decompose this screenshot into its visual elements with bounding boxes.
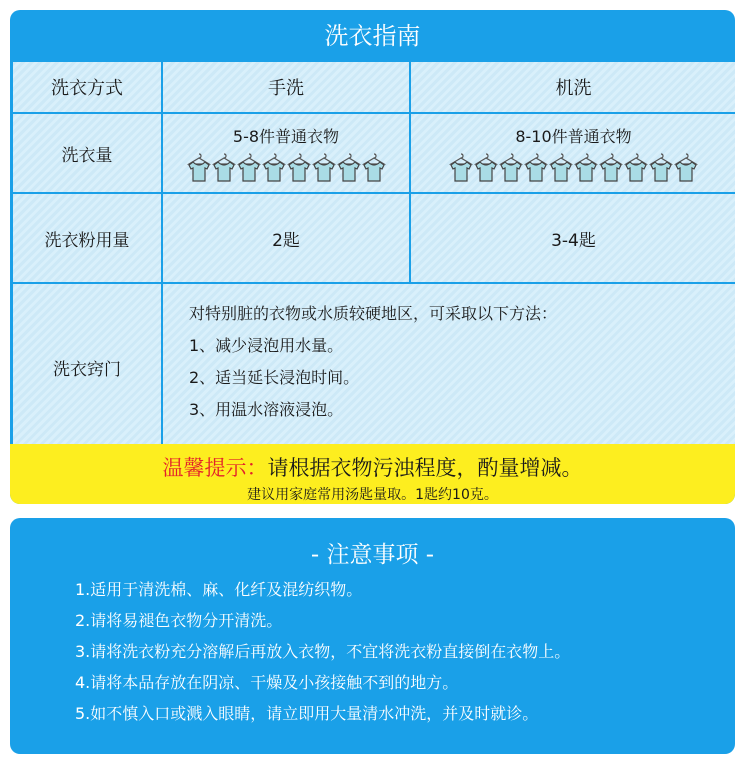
shirt-on-hanger-icon	[524, 153, 548, 183]
tips-intro: 对特别脏的衣物或水质较硬地区，可采取以下方法：	[189, 304, 558, 323]
shirt-on-hanger-icon	[624, 153, 648, 183]
guide-title: 洗衣指南	[324, 22, 421, 50]
machine-wash-amount	[411, 114, 735, 192]
washing-tips	[163, 284, 735, 450]
shirt-on-hanger-icon	[337, 153, 361, 183]
precautions-title: - 注意事项 -	[310, 542, 435, 568]
tip-item: 1、减少浸泡用水量。	[189, 336, 344, 355]
hand-wash-powder: 2匙	[163, 194, 409, 282]
header-hand-wash: 手洗	[163, 62, 409, 112]
precaution-item: 2.请将易褪色衣物分开清洗。	[75, 611, 283, 630]
header-machine-wash: 机洗	[411, 62, 735, 112]
reminder-note: 建议用家庭常用汤匙量取。1匙约10克。	[247, 487, 498, 503]
shirt-on-hanger-icon	[362, 153, 386, 183]
precaution-item: 1.适用于清洗棉、麻、化纤及混纺织物。	[75, 580, 363, 599]
machine-wash-powder: 3-4匙	[411, 194, 735, 282]
shirt-on-hanger-icon	[549, 153, 573, 183]
shirt-on-hanger-icon	[674, 153, 698, 183]
reminder-bar	[10, 444, 735, 504]
shirt-on-hanger-icon	[187, 153, 211, 183]
header-method: 洗衣方式	[13, 62, 161, 112]
precautions-list	[75, 574, 570, 729]
shirt-on-hanger-icon	[574, 153, 598, 183]
shirt-on-hanger-icon	[237, 153, 261, 183]
shirt-on-hanger-icon	[449, 153, 473, 183]
row-label-tips: 洗衣窍门	[13, 284, 161, 450]
tip-item: 2、适当延长浸泡时间。	[189, 368, 360, 387]
precaution-item: 3.请将洗衣粉充分溶解后再放入衣物，不宜将洗衣粉直接倒在衣物上。	[75, 642, 571, 661]
machine-wash-amount-text: 8-10件普通衣物	[515, 126, 632, 146]
tip-item: 3、用温水溶液浸泡。	[189, 400, 344, 419]
reminder-label: 温馨提示：	[162, 456, 268, 480]
precaution-item: 4.请将本品存放在阴凉、干燥及小孩接触不到的地方。	[75, 673, 459, 692]
shirt-on-hanger-icon	[287, 153, 311, 183]
row-label-amount: 洗衣量	[13, 114, 161, 192]
hand-wash-amount	[163, 114, 409, 192]
laundry-guide-panel	[10, 10, 735, 504]
hand-wash-shirt-icons	[187, 153, 386, 183]
guide-table	[13, 62, 732, 444]
reminder-text: 请根据衣物污浊程度，酌量增减。	[267, 456, 583, 480]
shirt-on-hanger-icon	[262, 153, 286, 183]
machine-wash-shirt-icons	[449, 153, 698, 183]
shirt-on-hanger-icon	[499, 153, 523, 183]
shirt-on-hanger-icon	[649, 153, 673, 183]
row-label-powder: 洗衣粉用量	[13, 194, 161, 282]
precaution-item: 5.如不慎入口或溅入眼睛，请立即用大量清水冲洗，并及时就诊。	[75, 704, 539, 723]
shirt-on-hanger-icon	[599, 153, 623, 183]
reminder-line	[10, 452, 735, 482]
shirt-on-hanger-icon	[312, 153, 336, 183]
shirt-on-hanger-icon	[474, 153, 498, 183]
precautions-panel	[10, 518, 735, 754]
shirt-on-hanger-icon	[212, 153, 236, 183]
hand-wash-amount-text: 5-8件普通衣物	[232, 126, 340, 146]
